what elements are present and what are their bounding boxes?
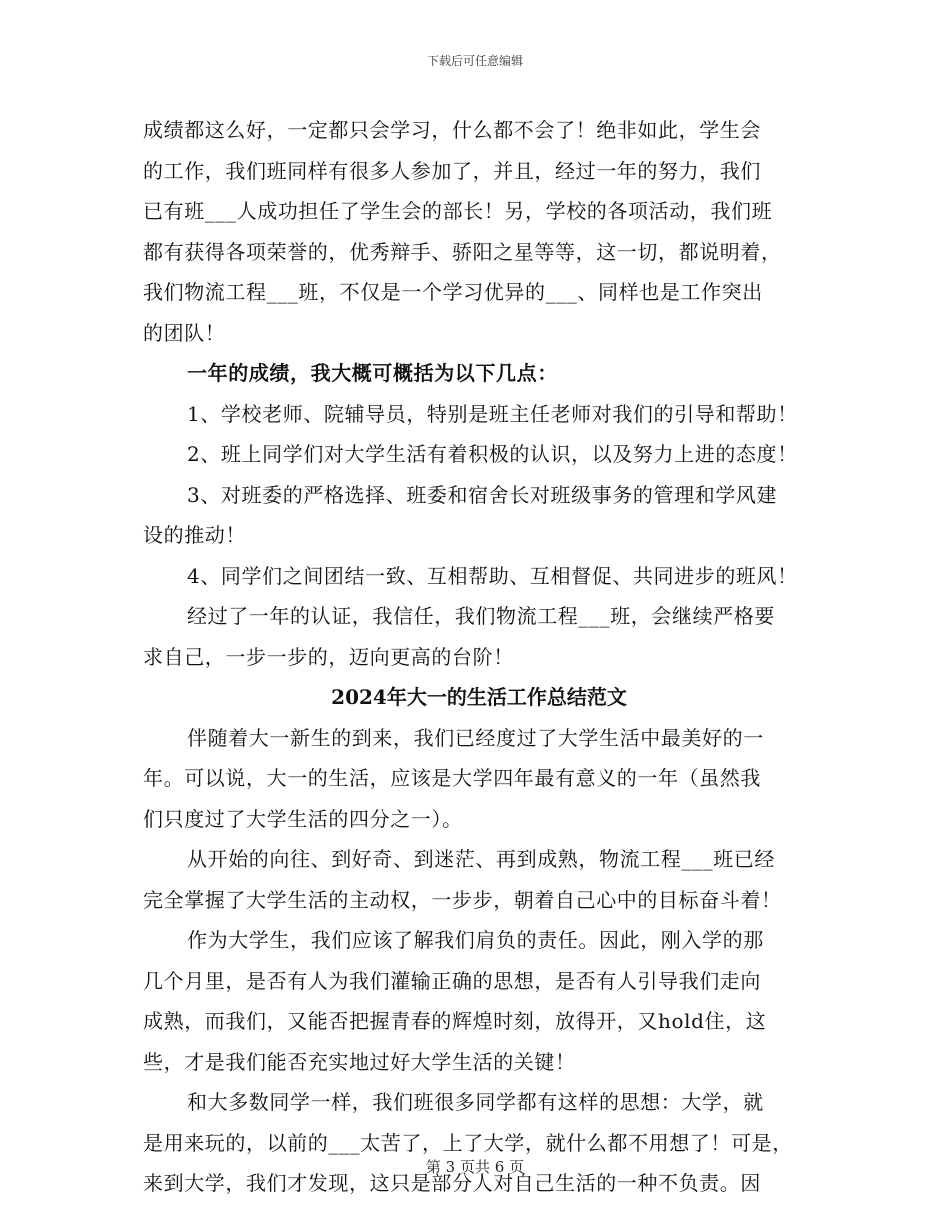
text-line: 完全掌握了大学生活的主动权，一步步，朝着自己心中的目标奋斗着！ xyxy=(143,887,782,912)
text-line: 3、对班委的严格选择、班委和宿舍长对班级事务的管理和学风建 xyxy=(187,482,778,507)
page-header: 下载后可任意编辑 xyxy=(426,54,523,68)
text-line: 求自己，一步一步的，迈向更高的台阶！ xyxy=(143,644,514,669)
text-line: 年。可以说，大一的生活，应该是大学四年最有意义的一年（虽然我 xyxy=(143,766,761,790)
paragraph-block-1 xyxy=(143,110,815,677)
text-line: 2、班上同学们对大学生活有着积极的认识，以及努力上进的态度！ xyxy=(187,442,798,466)
text-line: 和大多数同学一样，我们班很多同学都有这样的思想：大学，就 xyxy=(187,1090,764,1114)
text-line: 设的推动！ xyxy=(143,523,246,547)
text-line: 4、同学们之间团结一致、互相帮助、互相督促、共同进步的班风！ xyxy=(187,563,798,588)
text-line: 都有获得各项荣誉的，优秀辩手、骄阳之星等等，这一切，都说明着， xyxy=(143,239,782,264)
text-line: 是用来玩的，以前的___太苦了，上了大学，就什么都不用想了！可是， xyxy=(143,1130,793,1155)
text-line: 伴随着大一新生的到来，我们已经度过了大学生活中最美好的一 xyxy=(187,725,764,750)
text-line: 1、学校老师、院辅导员，特别是班主任老师对我们的引导和帮助！ xyxy=(187,401,798,426)
text-line: 们只度过了大学生活的四分之一）。 xyxy=(143,806,463,831)
text-line: 来到大学，我们才发现，这只是部分人对自己生活的一种不负责。因 xyxy=(143,1171,761,1195)
text-line: 经过了一年的认证，我信任，我们物流工程___班，会继续严格要 xyxy=(187,604,775,628)
text-line: 些，才是我们能否充实地过好大学生活的关键！ xyxy=(143,1049,576,1074)
section-title: 2024年大一的生活工作总结范文 xyxy=(331,685,627,709)
text-line: 成熟，而我们，又能否把握青春的辉煌时刻，放得开，又hold住，这 xyxy=(143,1009,767,1033)
text-line: 的团队！ xyxy=(143,320,226,345)
text-line: 几个月里，是否有人为我们灌输正确的思想，是否有人引导我们走向 xyxy=(143,968,761,993)
paragraph-block-2 xyxy=(143,718,815,1204)
document-body xyxy=(143,110,815,1204)
text-line: 作为大学生，我们应该了解我们肩负的责任。因此，刚入学的那 xyxy=(187,928,764,952)
text-line: 我们物流工程___班，不仅是一个学习优异的___、同样也是工作突出 xyxy=(143,280,763,304)
page-footer: 第 3 页共 6 页 xyxy=(425,1158,525,1176)
text-line: 一年的成绩，我大概可概括为以下几点： xyxy=(187,361,558,385)
text-line: 已有班___人成功担任了学生会的部长！另，学校的各项活动，我们班 xyxy=(143,199,773,223)
text-line: 的工作，我们班同样有很多人参加了，并且，经过一年的努力，我们 xyxy=(143,158,761,183)
text-line: 从开始的向往、到好奇、到迷茫、再到成熟，物流工程___班已经 xyxy=(187,847,775,871)
text-line: 成绩都这么好，一定都只会学习，什么都不会了！绝非如此，学生会 xyxy=(143,118,761,142)
